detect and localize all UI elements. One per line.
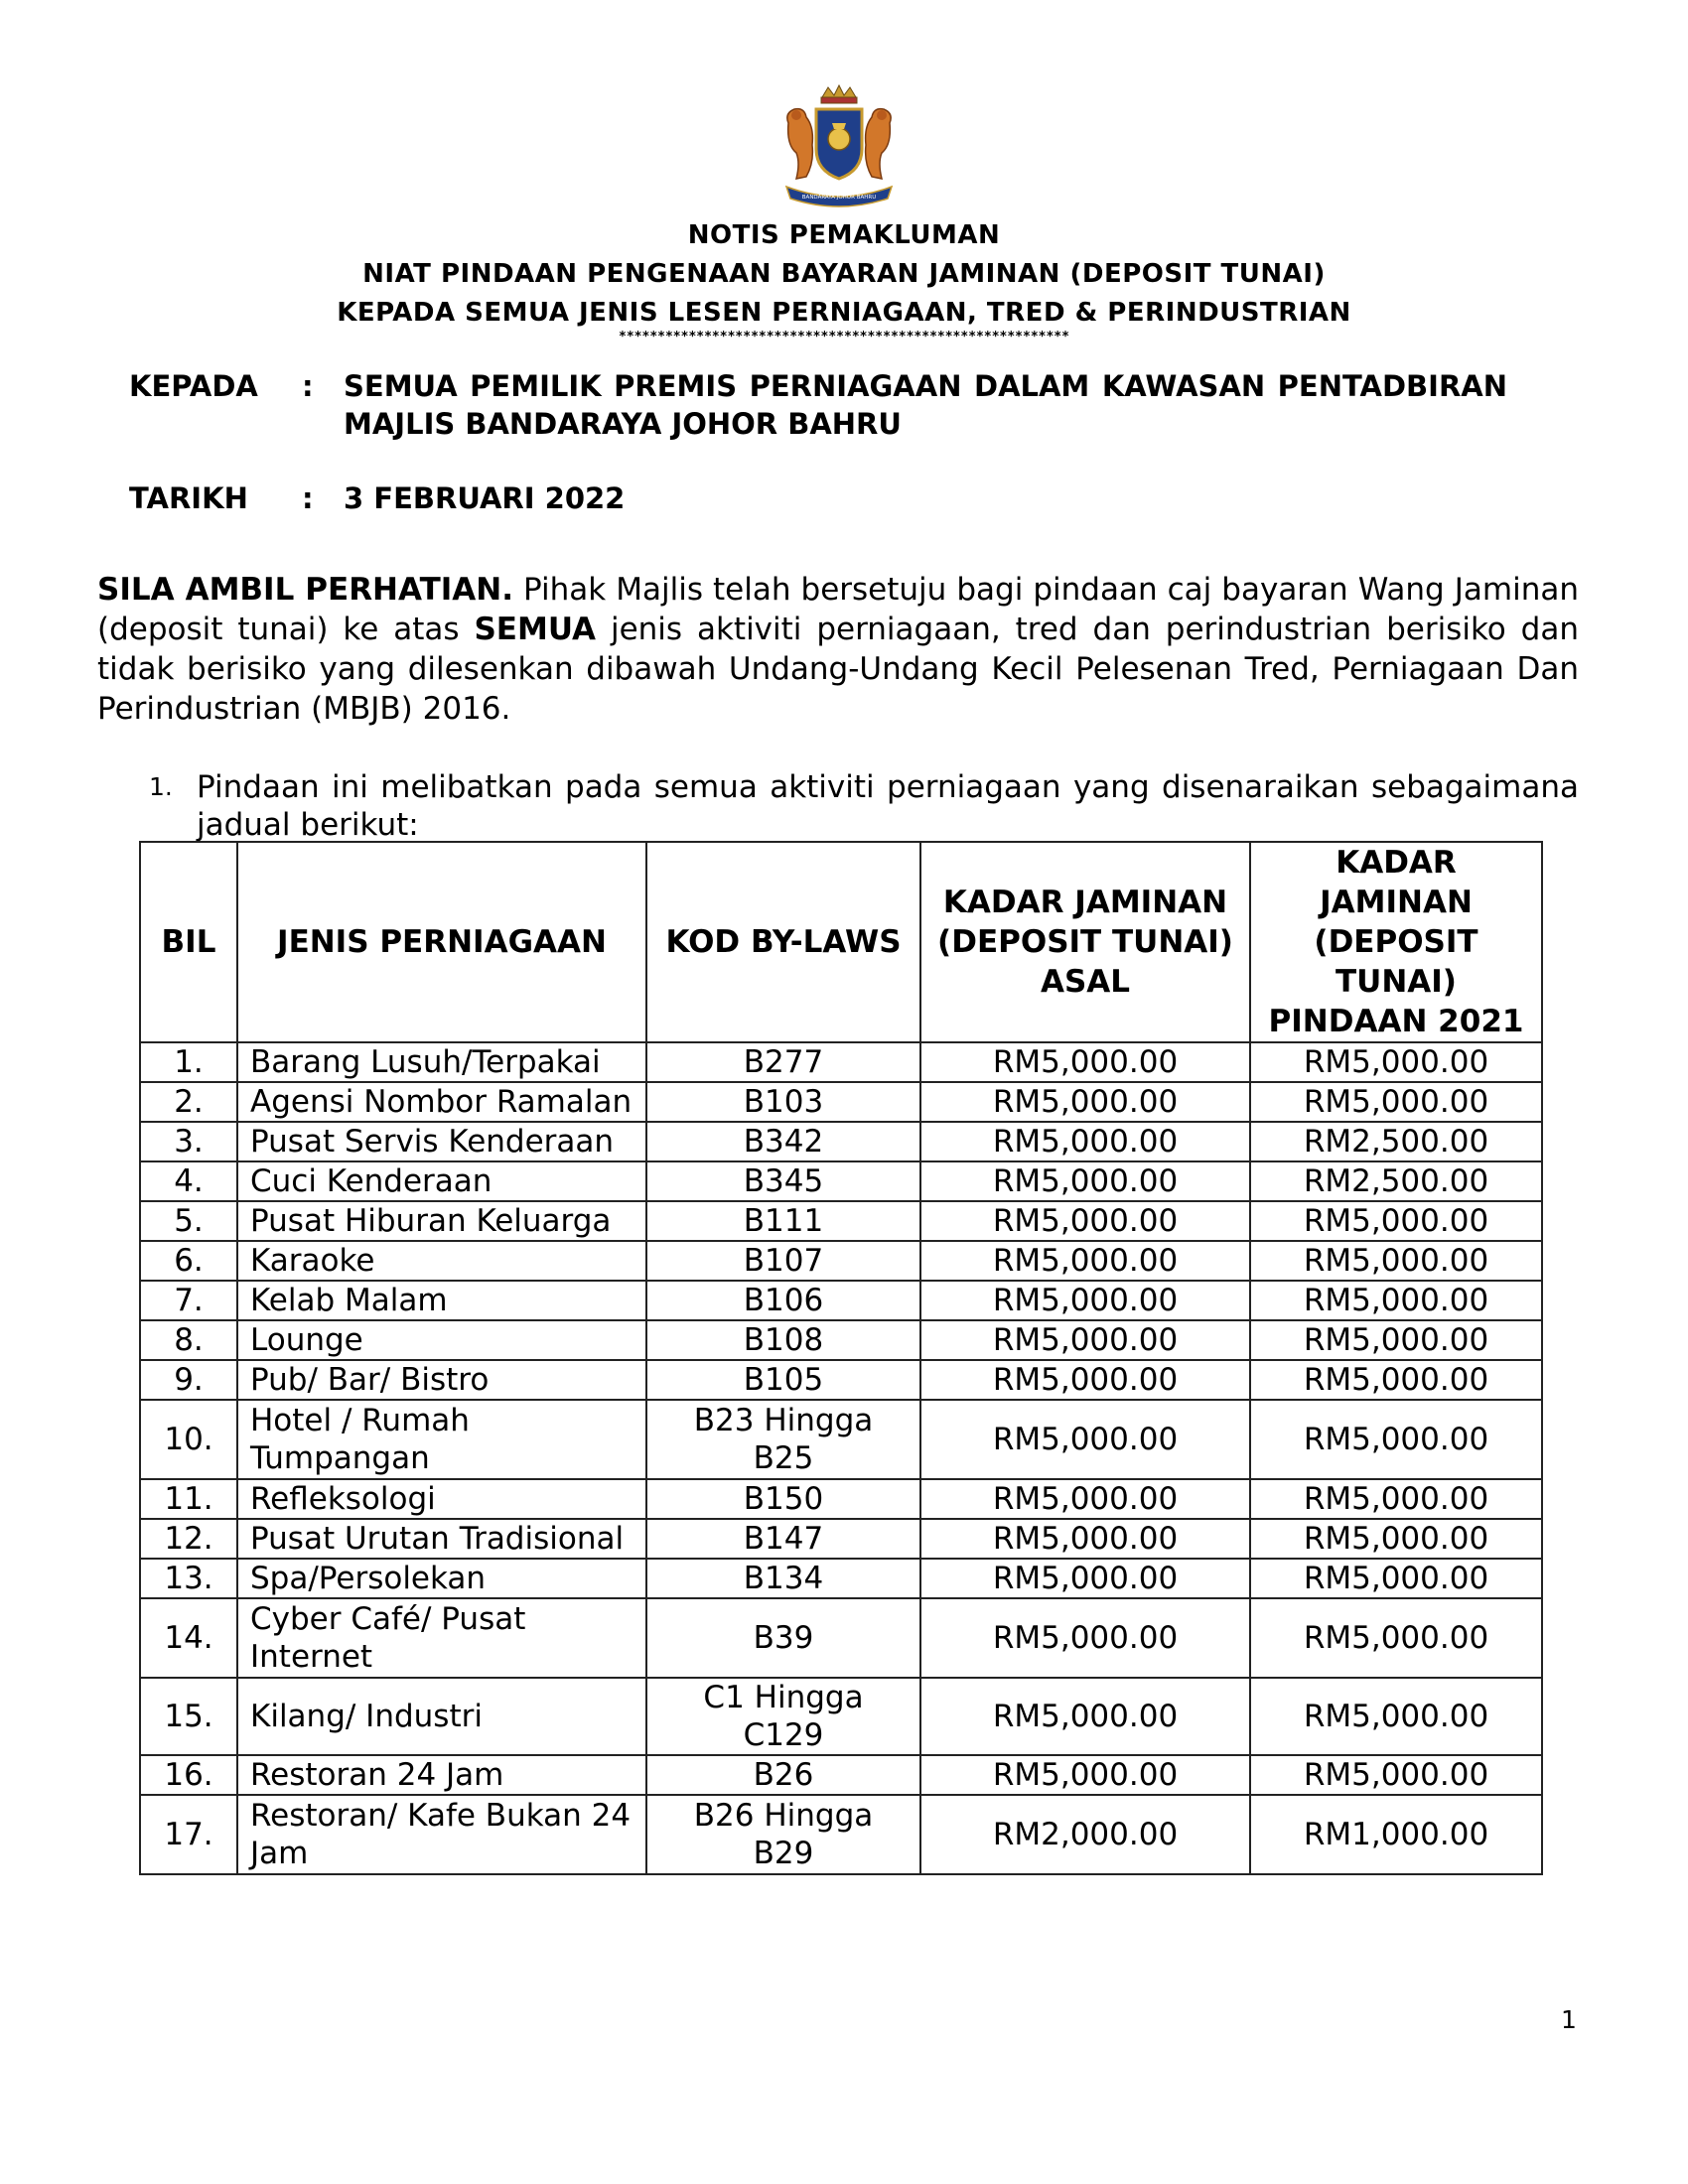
cell-pindaan: RM5,000.00 [1250,1360,1542,1400]
cell-kod: B108 [646,1320,920,1360]
notice-text-2: jenis aktiviti perniagaan, tred dan perindustrian berisiko dan tidak berisiko yang dilesenkan dibawah Undang-Undang Kecil Pelesenan Tred, Perniagaan Dan Perindustrian (MBJB) 2016. [97,612,1579,727]
cell-kod: B111 [646,1201,920,1241]
cell-pindaan: RM5,000.00 [1250,1201,1542,1241]
cell-jenis: Agensi Nombor Ramalan [237,1082,646,1122]
table-row [140,1559,1542,1598]
page-number: 1 [1561,2005,1577,2034]
table-row [140,1755,1542,1795]
notice-emphasis: SEMUA [474,612,597,647]
cell-pindaan: RM5,000.00 [1250,1598,1542,1678]
cell-asal: RM5,000.00 [920,1755,1250,1795]
cell-kod: C1 Hingga C129 [646,1678,920,1755]
cell-jenis: Karaoke [237,1241,646,1281]
cell-kod: B134 [646,1559,920,1598]
cell-bil: 12. [140,1519,237,1559]
cell-asal: RM5,000.00 [920,1320,1250,1360]
table-row [140,1678,1542,1755]
table-row [140,1122,1542,1161]
cell-kod: B277 [646,1042,920,1082]
cell-jenis: Cyber Café/ Pusat Internet [237,1598,646,1678]
table-row [140,1281,1542,1320]
cell-asal: RM5,000.00 [920,1122,1250,1161]
cell-pindaan: RM1,000.00 [1250,1795,1542,1874]
notice-lead: SILA AMBIL PERHATIAN. [97,572,513,608]
cell-bil: 13. [140,1559,237,1598]
cell-jenis: Pusat Hiburan Keluarga [237,1201,646,1241]
cell-asal: RM5,000.00 [920,1042,1250,1082]
cell-kod: B105 [646,1360,920,1400]
table-row [140,1042,1542,1082]
cell-pindaan: RM5,000.00 [1250,1519,1542,1559]
cell-asal: RM5,000.00 [920,1201,1250,1241]
cell-jenis: Spa/Persolekan [237,1559,646,1598]
cell-jenis: Pusat Urutan Tradisional [237,1519,646,1559]
coat-of-arms-icon [774,83,904,210]
cell-bil: 2. [140,1082,237,1122]
cell-asal: RM5,000.00 [920,1360,1250,1400]
cell-pindaan: RM5,000.00 [1250,1241,1542,1281]
deposit-rates-table [139,841,1543,1875]
cell-kod: B147 [646,1519,920,1559]
cell-kod: B106 [646,1281,920,1320]
cell-asal: RM5,000.00 [920,1678,1250,1755]
cell-jenis: Restoran 24 Jam [237,1755,646,1795]
date-sep: : [302,481,314,515]
cell-kod: B103 [646,1082,920,1122]
cell-jenis: Hotel / Rumah Tumpangan [237,1400,646,1479]
cell-bil: 3. [140,1122,237,1161]
column-header-kod: KOD BY-LAWS [646,842,920,1042]
cell-bil: 4. [140,1161,237,1201]
cell-pindaan: RM5,000.00 [1250,1678,1542,1755]
table-row [140,1320,1542,1360]
cell-kod: B26 Hingga B29 [646,1795,920,1874]
notice-paragraph [97,570,1579,729]
cell-kod: B342 [646,1122,920,1161]
cell-bil: 6. [140,1241,237,1281]
cell-asal: RM5,000.00 [920,1241,1250,1281]
table-row [140,1598,1542,1678]
cell-jenis: Lounge [237,1320,646,1360]
cell-pindaan: RM5,000.00 [1250,1042,1542,1082]
notice-subtitle-1: NIAT PINDAAN PENGENAAN BAYARAN JAMINAN (DEPOSIT TUNAI) [362,259,1326,289]
cell-jenis: Kelab Malam [237,1281,646,1320]
cell-pindaan: RM5,000.00 [1250,1082,1542,1122]
cell-bil: 7. [140,1281,237,1320]
cell-asal: RM5,000.00 [920,1281,1250,1320]
cell-bil: 8. [140,1320,237,1360]
cell-pindaan: RM5,000.00 [1250,1479,1542,1519]
column-header-bil: BIL [140,842,237,1042]
table-row [140,1795,1542,1874]
column-header-pindaan: KADAR JAMINAN (DEPOSIT TUNAI) PINDAAN 2021 [1250,842,1542,1042]
date-value: 3 FEBRUARI 2022 [344,481,626,515]
cell-bil: 11. [140,1479,237,1519]
table-row [140,1479,1542,1519]
cell-bil: 9. [140,1360,237,1400]
cell-kod: B107 [646,1241,920,1281]
table-header-row [140,842,1542,1042]
cell-jenis: Pub/ Bar/ Bistro [237,1360,646,1400]
cell-kod: B345 [646,1161,920,1201]
recipient-sep: : [302,369,314,403]
cell-asal: RM5,000.00 [920,1559,1250,1598]
cell-bil: 16. [140,1755,237,1795]
cell-bil: 1. [140,1042,237,1082]
cell-jenis: Pusat Servis Kenderaan [237,1122,646,1161]
cell-asal: RM5,000.00 [920,1082,1250,1122]
cell-bil: 14. [140,1598,237,1678]
cell-jenis: Kilang/ Industri [237,1678,646,1755]
cell-asal: RM5,000.00 [920,1161,1250,1201]
cell-pindaan: RM5,000.00 [1250,1281,1542,1320]
cell-asal: RM5,000.00 [920,1400,1250,1479]
cell-bil: 5. [140,1201,237,1241]
cell-jenis: Refleksologi [237,1479,646,1519]
cell-kod: B26 [646,1755,920,1795]
cell-pindaan: RM5,000.00 [1250,1400,1542,1479]
list-item-text: Pindaan ini melibatkan pada semua aktiviti perniagaan yang disenaraikan sebagaimana jadual berikut: [197,769,1579,843]
cell-kod: B23 Hingga B25 [646,1400,920,1479]
cell-asal: RM5,000.00 [920,1519,1250,1559]
cell-asal: RM5,000.00 [920,1598,1250,1678]
cell-kod: B39 [646,1598,920,1678]
table-row [140,1360,1542,1400]
svg-text:BANDARAYA JOHOR BAHRU: BANDARAYA JOHOR BAHRU [801,195,877,201]
table-row [140,1161,1542,1201]
separator-stars: ********************************************************** [619,330,1069,344]
recipient-label: KEPADA [129,369,258,403]
cell-kod: B150 [646,1479,920,1519]
table-row [140,1082,1542,1122]
table-row [140,1519,1542,1559]
table-row [140,1400,1542,1479]
cell-jenis: Restoran/ Kafe Bukan 24 Jam [237,1795,646,1874]
list-item-number: 1. [149,772,173,801]
cell-pindaan: RM5,000.00 [1250,1755,1542,1795]
column-header-jenis: JENIS PERNIAGAAN [237,842,646,1042]
recipient-line-1: SEMUA PEMILIK PREMIS PERNIAGAAN DALAM KAWASAN PENTADBIRAN [344,369,1507,403]
cell-bil: 17. [140,1795,237,1874]
recipient-line-2: MAJLIS BANDARAYA JOHOR BAHRU [344,407,902,441]
cell-bil: 15. [140,1678,237,1755]
cell-pindaan: RM2,500.00 [1250,1122,1542,1161]
cell-asal: RM5,000.00 [920,1479,1250,1519]
cell-pindaan: RM5,000.00 [1250,1559,1542,1598]
table-row [140,1201,1542,1241]
notice-subtitle-2: KEPADA SEMUA JENIS LESEN PERNIAGAAN, TRED & PERINDUSTRIAN [337,298,1351,328]
cell-bil: 10. [140,1400,237,1479]
cell-jenis: Cuci Kenderaan [237,1161,646,1201]
notice-heading: NOTIS PEMAKLUMAN [687,220,1001,250]
cell-pindaan: RM5,000.00 [1250,1320,1542,1360]
cell-pindaan: RM2,500.00 [1250,1161,1542,1201]
table-row [140,1241,1542,1281]
notice-text-1: Pihak Majlis telah bersetuju bagi pindaan caj bayaran Wang Jaminan (deposit tunai) ke atas [97,572,1579,647]
cell-jenis: Barang Lusuh/Terpakai [237,1042,646,1082]
cell-asal: RM2,000.00 [920,1795,1250,1874]
date-label: TARIKH [129,481,248,515]
column-header-asal: KADAR JAMINAN (DEPOSIT TUNAI) ASAL [920,842,1250,1042]
